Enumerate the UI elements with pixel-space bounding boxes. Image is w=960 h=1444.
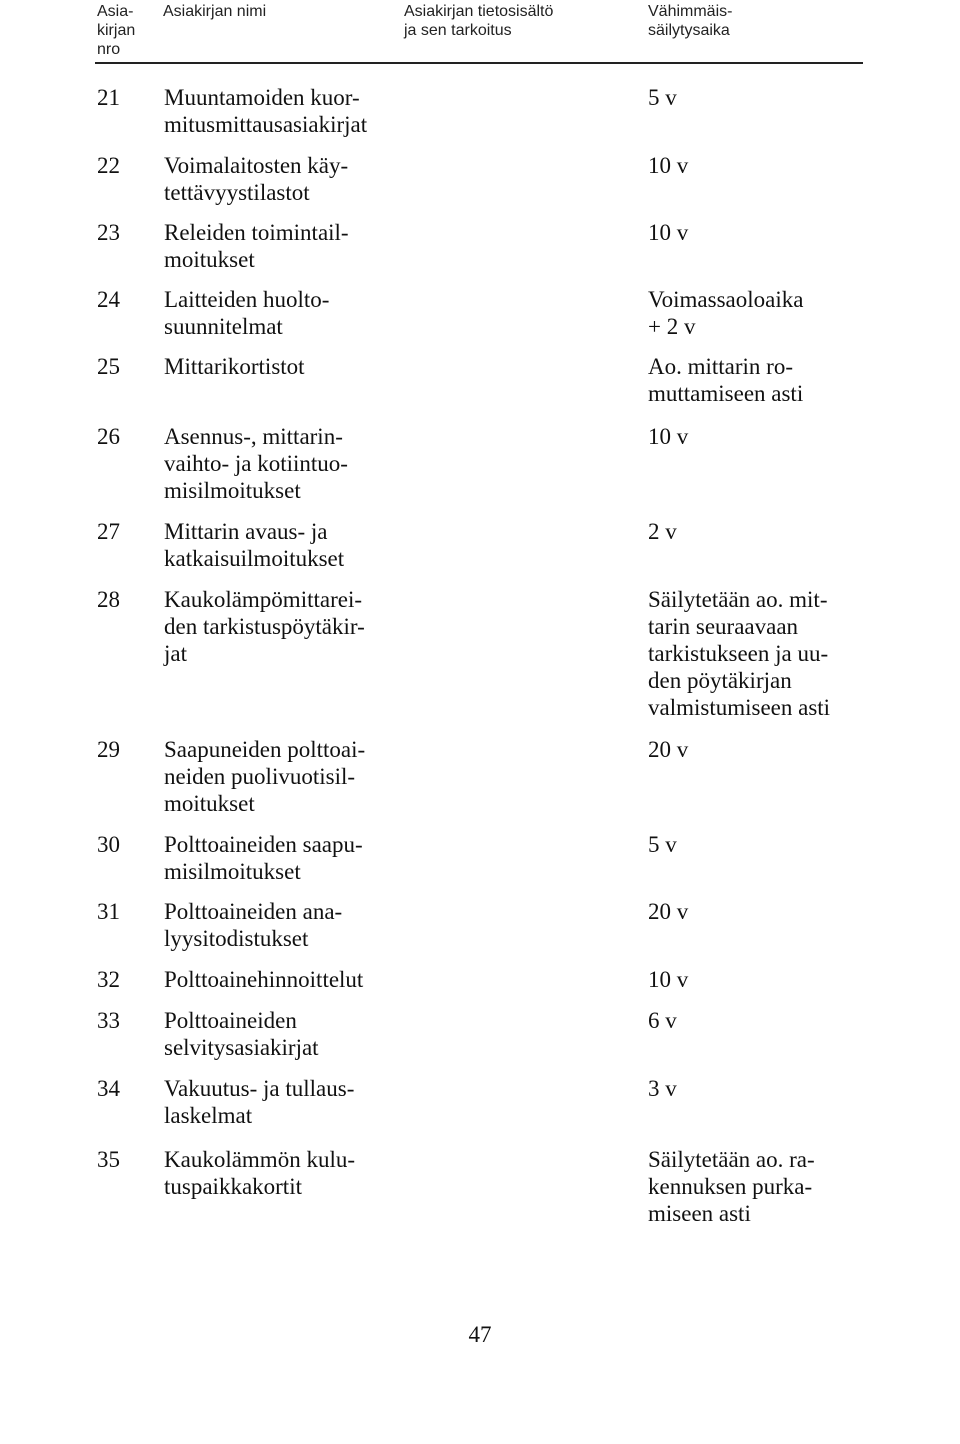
- row-retention-time: 6 v: [648, 1008, 677, 1033]
- row-document-name: Kaukolämpömittarei- den tarkistuspöytäkir- jat: [164, 587, 365, 666]
- row-retention-time: 10 v: [648, 220, 689, 245]
- row-document-name: Saapuneiden polttoai- neiden puolivuotisil- moitukset: [164, 737, 366, 816]
- row-retention-time: Säilytetään ao. ra- kennuksen purka- miseen asti: [648, 1147, 815, 1226]
- row-number: 33: [97, 1008, 120, 1033]
- row-retention-time: 3 v: [648, 1076, 677, 1101]
- row-retention-time: 20 v: [648, 899, 689, 924]
- row-number: 28: [97, 587, 120, 612]
- row-document-name: Polttoaineiden saapu- misilmoitukset: [164, 832, 363, 884]
- row-retention-time: 20 v: [648, 737, 689, 762]
- row-number: 24: [97, 287, 120, 312]
- row-number: 23: [97, 220, 120, 245]
- row-number: 34: [97, 1076, 120, 1101]
- page-number: 47: [468, 1322, 492, 1347]
- row-document-name: Asennus-, mittarin- vaihto- ja kotiintuo- misilmoitukset: [164, 424, 348, 503]
- row-number: 31: [97, 899, 120, 924]
- row-number: 21: [97, 85, 120, 110]
- row-number: 22: [97, 153, 120, 178]
- header-document-number: Asia- kirjan nro: [97, 3, 136, 58]
- header-document-name: Asiakirjan nimi: [163, 3, 267, 20]
- row-number: 27: [97, 519, 120, 544]
- row-document-name: Muuntamoiden kuor- mitusmittausasiakirjat: [164, 85, 368, 137]
- row-number: 30: [97, 832, 120, 857]
- row-document-name: Vakuutus- ja tullaus- laskelmat: [164, 1076, 355, 1128]
- header-retention-time: Vähimmäis- säilytysaika: [648, 3, 733, 39]
- header-document-content: Asiakirjan tietosisältö ja sen tarkoitus: [404, 3, 554, 39]
- row-retention-time: 2 v: [648, 519, 677, 544]
- row-document-name: Polttoainehinnoittelut: [164, 967, 364, 992]
- row-document-name: Voimalaitosten käy- tettävyystilastot: [164, 153, 349, 205]
- row-retention-time: Voimassaoloaika + 2 v: [648, 287, 804, 339]
- row-document-name: Releiden toimintail- moitukset: [164, 220, 349, 272]
- row-number: 25: [97, 354, 120, 379]
- row-document-name: Polttoaineiden selvitysasiakirjat: [164, 1008, 319, 1060]
- row-retention-time: 5 v: [648, 85, 677, 110]
- row-number: 35: [97, 1147, 120, 1172]
- row-document-name: Mittarikortistot: [164, 354, 305, 379]
- row-document-name: Mittarin avaus- ja katkaisuilmoitukset: [164, 519, 345, 571]
- row-number: 26: [97, 424, 120, 449]
- row-retention-time: Ao. mittarin ro- muttamiseen asti: [648, 354, 804, 406]
- row-retention-time: 10 v: [648, 153, 689, 178]
- row-retention-time: 10 v: [648, 424, 689, 449]
- row-document-name: Polttoaineiden ana- lyysitodistukset: [164, 899, 343, 951]
- row-number: 32: [97, 967, 120, 992]
- row-retention-time: 5 v: [648, 832, 677, 857]
- row-retention-time: 10 v: [648, 967, 689, 992]
- row-retention-time: Säilytetään ao. mit- tarin seuraavaan tarkistukseen ja uu- den pöytäkirjan valmistumiseen asti: [648, 587, 831, 720]
- row-document-name: Kaukolämmön kulu- tuspaikkakortit: [164, 1147, 355, 1199]
- row-document-name: Laitteiden huolto- suunnitelmat: [164, 287, 330, 339]
- row-number: 29: [97, 737, 120, 762]
